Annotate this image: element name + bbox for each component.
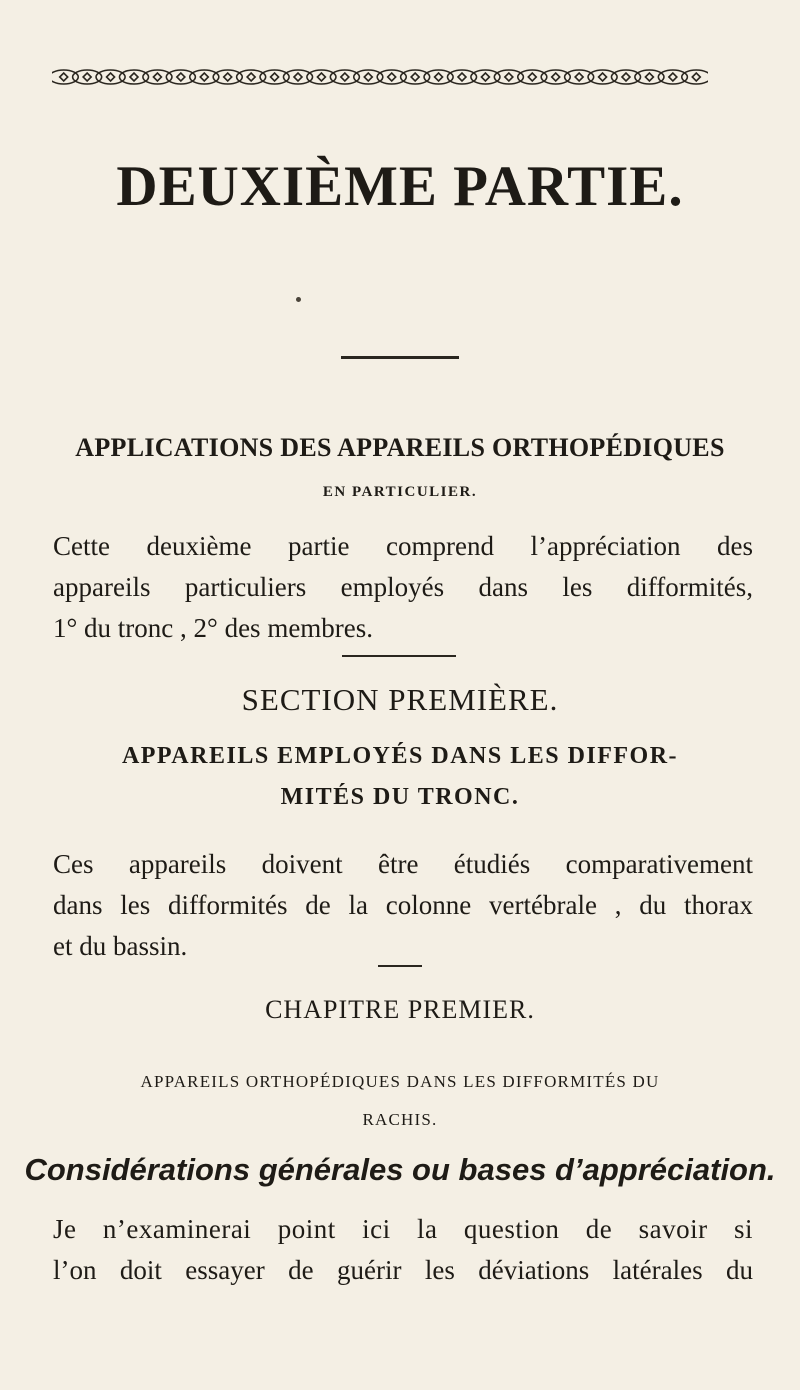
body-paragraph [53, 1209, 753, 1291]
part-title: DEUXIÈME PARTIE. [116, 155, 684, 218]
intro-line-3: 1° du tronc , 2° des membres. [53, 613, 374, 643]
ink-speck [296, 297, 301, 302]
chain-diamond [528, 73, 536, 81]
chain-diamond [388, 73, 396, 81]
section-title: SECTION PREMIÈRE. [241, 682, 559, 717]
chain-diamond [177, 73, 185, 81]
chain-diamond [458, 73, 466, 81]
chain-diamond [481, 73, 489, 81]
body-line-2: l’on doit essayer de guérir les déviations latérales du [53, 1255, 753, 1285]
subtitle: APPLICATIONS DES APPAREILS ORTHOPÉDIQUES [75, 433, 725, 462]
chain-diamond [575, 73, 583, 81]
divider-rule [341, 356, 459, 359]
body-line-1: Je n’examinerai point ici la question de savoir si [53, 1214, 753, 1244]
chapter-title: CHAPITRE PREMIER. [265, 995, 535, 1024]
chain-diamond [435, 73, 443, 81]
chain-diamond [341, 73, 349, 81]
intro-line-2: appareils particuliers employés dans les difformités, [53, 572, 753, 602]
section-line-1: Ces appareils doivent être étudiés comparativement [53, 849, 753, 879]
chapter-subtitle-line-1: APPAREILS ORTHOPÉDIQUES DANS LES DIFFORMITÉS DU [140, 1072, 660, 1091]
chain-diamond [317, 73, 325, 81]
section-subtitle-line-1: APPAREILS EMPLOYÉS DANS LES DIFFOR- [121, 743, 679, 769]
chain-diamond [692, 73, 700, 81]
chain-diamond [83, 73, 91, 81]
chain-diamond [599, 73, 607, 81]
chain-diamond [60, 73, 68, 81]
section-paragraph [53, 844, 753, 967]
chain-diamond [364, 73, 372, 81]
divider-rule [378, 965, 422, 967]
section-line-2: dans les difformités de la colonne vertébrale , du thorax [53, 890, 753, 920]
intro-paragraph [53, 526, 753, 649]
intro-line-1: Cette deuxième partie comprend l’appréciation des [53, 531, 753, 561]
chain-diamond [645, 73, 653, 81]
chain-ornament-border [52, 62, 708, 92]
chain-diamond [294, 73, 302, 81]
chain-link [52, 70, 78, 84]
chain-diamond [622, 73, 630, 81]
chain-diamond [271, 73, 279, 81]
chain-diamond [200, 73, 208, 81]
chain-diamond [411, 73, 419, 81]
chapter-subtitle [0, 1063, 800, 1139]
subtitle-line-2: EN PARTICULIER. [322, 484, 478, 500]
divider-rule [342, 655, 456, 657]
chain-diamond [505, 73, 513, 81]
chain-diamond [224, 73, 232, 81]
chain-diamond [669, 73, 677, 81]
chain-diamond [107, 73, 115, 81]
chain-diamond [552, 73, 560, 81]
section-subtitle-line-2: MITÉS DU TRONC. [280, 784, 520, 810]
chapter-subtitle-line-2: RACHIS. [362, 1110, 438, 1129]
chain-link [682, 70, 708, 84]
section-line-3: et du bassin. [53, 931, 188, 961]
considerations-heading: Considérations générales ou bases d’appréciation. [24, 1152, 776, 1187]
chain-diamond [247, 73, 255, 81]
section-subtitle [0, 736, 800, 818]
chain-diamond [130, 73, 138, 81]
chain-diamond [153, 73, 161, 81]
